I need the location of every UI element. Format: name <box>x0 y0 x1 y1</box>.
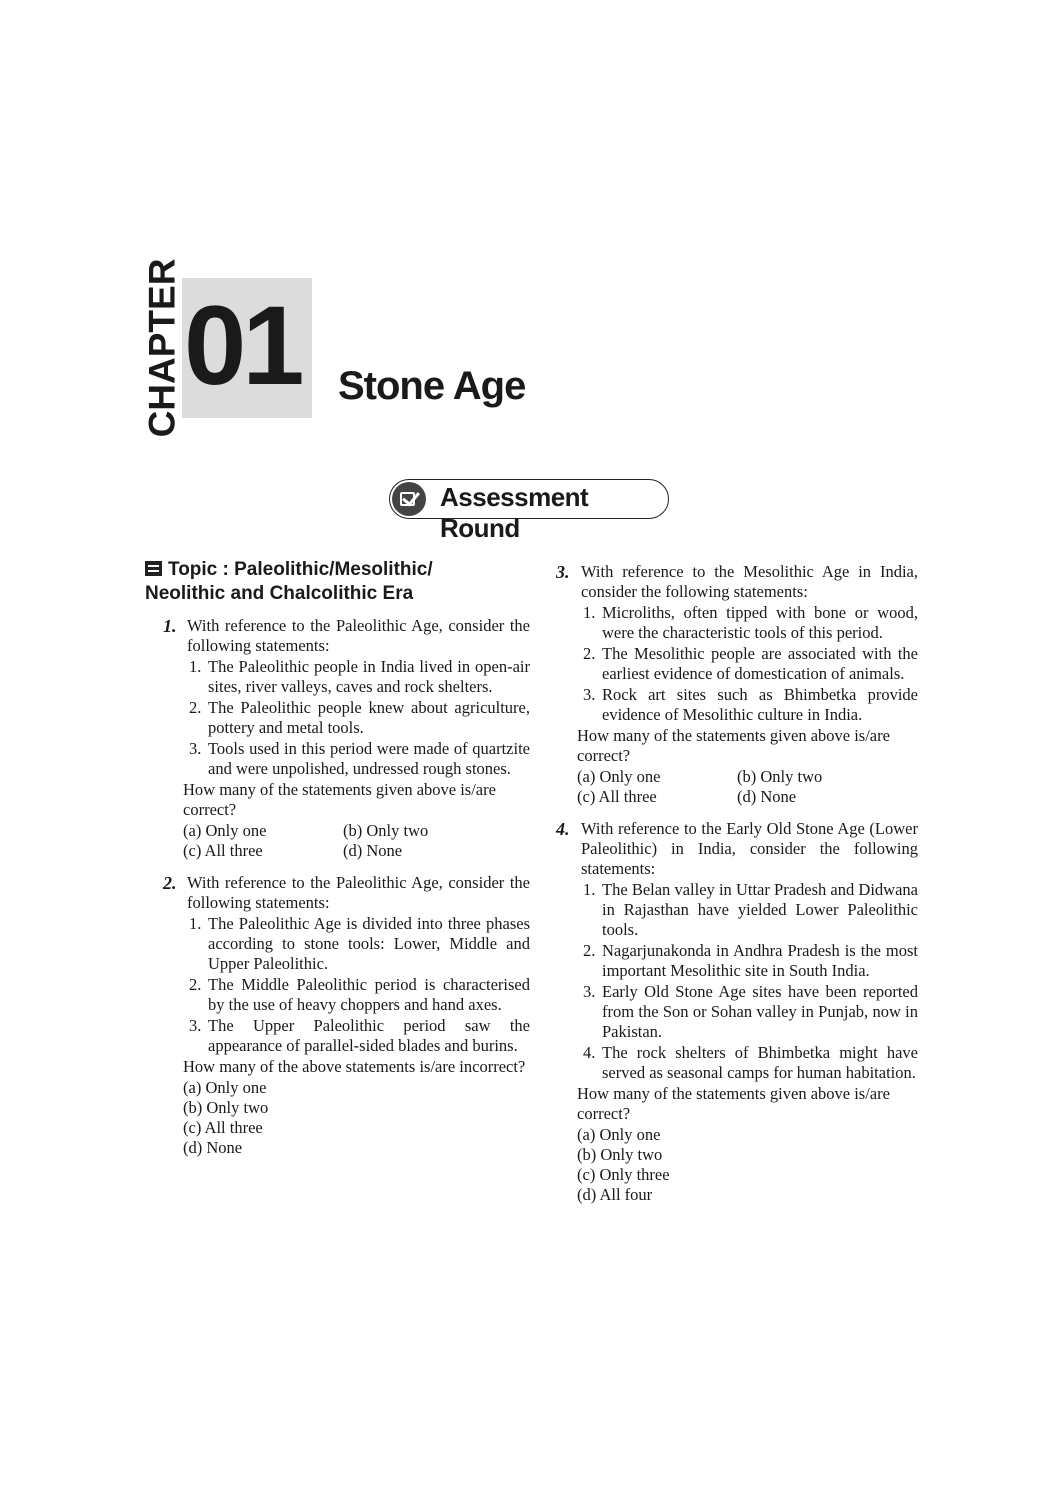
statement-number: 2. <box>189 698 202 717</box>
statement <box>187 698 530 738</box>
question-number: 2. <box>163 873 177 893</box>
statement-number: 3. <box>583 982 596 1001</box>
statement <box>581 603 918 643</box>
topic-icon <box>145 561 162 576</box>
option-a: (a) Only one <box>577 1125 661 1144</box>
question-1 <box>145 616 530 861</box>
option-c: (c) All three <box>183 841 263 860</box>
question-number: 3. <box>556 562 570 582</box>
statement <box>187 914 530 974</box>
statement-text: Nagarjunakonda in Andhra Pradesh is the most important Mesolithic site in South India. <box>602 941 918 980</box>
statement-text: The Upper Paleolithic period saw the appearance of parallel-sided blades and burins. <box>208 1016 530 1055</box>
assessment-round-banner <box>389 479 669 543</box>
statement-number: 2. <box>189 975 202 994</box>
option-d: (d) None <box>737 787 797 806</box>
statement <box>581 644 918 684</box>
statement-text: Early Old Stone Age sites have been reported from the Son or Sohan valley in Punjab, now in Pakistan. <box>602 982 918 1041</box>
option-c: (c) Only three <box>577 1165 670 1184</box>
statement <box>581 880 918 940</box>
statement <box>187 975 530 1015</box>
chapter-title: Stone Age <box>338 364 526 408</box>
statement-number: 1. <box>583 603 596 622</box>
statement-number: 1. <box>189 657 202 676</box>
checkbox-icon <box>392 482 426 516</box>
statement-text: The Paleolithic Age is divided into three phases according to stone tools: Lower, Middle and Upper Paleolithic. <box>208 914 530 973</box>
question-number: 1. <box>163 616 177 636</box>
statement-number: 2. <box>583 644 596 663</box>
chapter-number: 01 <box>184 283 301 408</box>
statement-text: The Middle Paleolithic period is characterised by the use of heavy choppers and hand axes. <box>208 975 530 1014</box>
question-stem: With reference to the Mesolithic Age in India, consider the following statements: <box>581 562 918 601</box>
topic-line-2: Neolithic and Chalcolithic Era <box>145 583 414 604</box>
topic-heading <box>145 558 530 606</box>
question-4 <box>556 819 918 1205</box>
option-b: (b) Only two <box>577 1145 663 1164</box>
assessment-round-label: Assessment Round <box>440 482 589 543</box>
option-b: (b) Only two <box>183 1098 269 1117</box>
statement <box>187 1016 530 1056</box>
option-c: (c) All three <box>577 787 657 806</box>
statement-number: 1. <box>189 914 202 933</box>
question-2 <box>145 873 530 1158</box>
options-list <box>183 1078 530 1158</box>
right-column <box>556 562 918 1217</box>
question-stem: With reference to the Early Old Stone Age (Lower Paleolithic) in India, consider the following statements: <box>581 819 918 878</box>
statement-text: The Belan valley in Uttar Pradesh and Didwana in Rajasthan have yielded Lower Paleolithic tools. <box>602 880 918 939</box>
question-ask: How many of the statements given above is/are correct? <box>577 1084 890 1123</box>
statement-text: Tools used in this period were made of quartzite and were unpolished, undressed rough stones. <box>208 739 530 778</box>
options-grid <box>183 821 530 861</box>
option-b: (b) Only two <box>343 821 429 840</box>
option-c: (c) All three <box>183 1118 263 1137</box>
question-ask: How many of the statements given above is/are correct? <box>183 780 496 819</box>
statement <box>581 982 918 1042</box>
option-a: (a) Only one <box>183 1078 267 1097</box>
statement-number: 3. <box>583 685 596 704</box>
statement-number: 4. <box>583 1043 596 1062</box>
question-ask: How many of the above statements is/are incorrect? <box>183 1057 526 1076</box>
statement-number: 3. <box>189 739 202 758</box>
option-a: (a) Only one <box>577 767 661 786</box>
statement-number: 3. <box>189 1016 202 1035</box>
statement <box>187 657 530 697</box>
option-d: (d) All four <box>577 1185 653 1204</box>
topic-line-1: Topic : Paleolithic/Mesolithic/ <box>168 559 433 580</box>
option-a: (a) Only one <box>183 821 267 840</box>
statement-text: The Paleolithic people knew about agriculture, pottery and metal tools. <box>208 698 530 737</box>
question-stem: With reference to the Paleolithic Age, consider the following statements: <box>187 616 530 655</box>
options-grid <box>577 767 918 807</box>
statement <box>187 739 530 779</box>
option-d: (d) None <box>343 841 403 860</box>
question-ask: How many of the statements given above is/are correct? <box>577 726 890 765</box>
statement <box>581 685 918 725</box>
left-column <box>145 558 530 1170</box>
question-number: 4. <box>556 819 570 839</box>
statement-text: Microliths, often tipped with bone or wood, were the characteristic tools of this period. <box>602 603 918 642</box>
statement-text: The Paleolithic people in India lived in open-air sites, river valleys, caves and rock shelters. <box>208 657 530 696</box>
chapter-label <box>141 258 183 438</box>
statement <box>581 941 918 981</box>
option-b: (b) Only two <box>737 767 823 786</box>
option-d: (d) None <box>183 1138 243 1157</box>
question-stem: With reference to the Paleolithic Age, consider the following statements: <box>187 873 530 912</box>
statement-number: 2. <box>583 941 596 960</box>
statement-number: 1. <box>583 880 596 899</box>
options-list <box>577 1125 918 1205</box>
statement-text: The rock shelters of Bhimbetka might have served as seasonal camps for human habitation. <box>602 1043 918 1082</box>
statement <box>581 1043 918 1083</box>
statement-text: The Mesolithic people are associated with the earliest evidence of domestication of animals. <box>602 644 918 683</box>
statement-text: Rock art sites such as Bhimbetka provide evidence of Mesolithic culture in India. <box>602 685 918 724</box>
chapter-label-text: CHAPTER <box>141 258 182 438</box>
question-3 <box>556 562 918 807</box>
